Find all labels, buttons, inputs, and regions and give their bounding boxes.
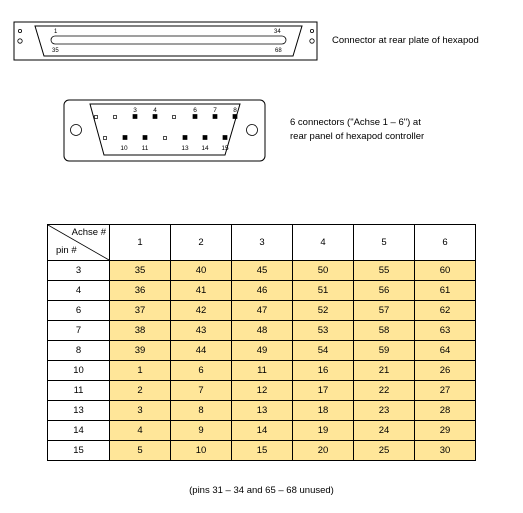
hexapod-pin-cell: 42: [171, 301, 232, 321]
controller-caption-line2: rear panel of hexapod controller: [290, 131, 425, 142]
hexapod-pin-cell: 11: [232, 361, 293, 381]
controller-pin-label: 3: [133, 107, 137, 114]
controller-connector: [0, 90, 290, 170]
controller-pin-label: 8: [233, 107, 237, 114]
column-header: 6: [415, 225, 476, 261]
hexapod-pin-cell: 7: [171, 381, 232, 401]
hexapod-pin-cell: 54: [293, 341, 354, 361]
hexapod-pin-cell: 21: [354, 361, 415, 381]
hexapod-pin-cell: 49: [232, 341, 293, 361]
table-row: [48, 261, 476, 281]
hexapod-pin-cell: 22: [354, 381, 415, 401]
controller-pin-label: 4: [153, 107, 157, 114]
hexapod-pin-cell: 30: [415, 441, 476, 461]
pin-label-1: 1: [54, 29, 58, 35]
corner-label-pin: pin #: [56, 245, 77, 256]
hexapod-pin-cell: 48: [232, 321, 293, 341]
hexapod-pin-cell: 40: [171, 261, 232, 281]
hexapod-pin-cell: 46: [232, 281, 293, 301]
hexapod-pin-cell: 18: [293, 401, 354, 421]
hexapod-pin-cell: 3: [110, 401, 171, 421]
column-header: 4: [293, 225, 354, 261]
column-header: 3: [232, 225, 293, 261]
hexapod-pin-cell: 63: [415, 321, 476, 341]
hexapod-pin-cell: 39: [110, 341, 171, 361]
hexapod-pin-cell: 6: [171, 361, 232, 381]
pin-number-cell: 14: [48, 421, 110, 441]
rear-plate-caption: Connector at rear plate of hexapod: [332, 35, 479, 46]
table-row: [48, 301, 476, 321]
hexapod-pin-cell: 14: [232, 421, 293, 441]
hexapod-pin-cell: 51: [293, 281, 354, 301]
hexapod-pin-cell: 60: [415, 261, 476, 281]
table-row: [48, 401, 476, 421]
hexapod-pin-cell: 56: [354, 281, 415, 301]
hexapod-pin-cell: 2: [110, 381, 171, 401]
column-header: 1: [110, 225, 171, 261]
controller-pin-label: 11: [141, 145, 149, 152]
hexapod-pin-cell: 61: [415, 281, 476, 301]
hexapod-pin-cell: 28: [415, 401, 476, 421]
rear-plate-connector-body: [35, 26, 302, 56]
column-header: 2: [171, 225, 232, 261]
hexapod-pin-cell: 15: [232, 441, 293, 461]
hexapod-pin-cell: 57: [354, 301, 415, 321]
hexapod-pin-cell: 38: [110, 321, 171, 341]
hexapod-pin-cell: 26: [415, 361, 476, 381]
pin-label-34: 34: [274, 29, 281, 35]
controller-pin-label: 15: [221, 145, 229, 152]
hexapod-pin-cell: 55: [354, 261, 415, 281]
hexapod-pin-cell: 44: [171, 341, 232, 361]
pin-number-cell: 13: [48, 401, 110, 421]
table-row: [48, 281, 476, 301]
table-row: [48, 361, 476, 381]
table-row: [48, 441, 476, 461]
table-header-row: [48, 225, 476, 261]
pin-number-cell: 7: [48, 321, 110, 341]
pin-number-cell: 8: [48, 341, 110, 361]
hexapod-pin-cell: 20: [293, 441, 354, 461]
hexapod-pin-cell: 64: [415, 341, 476, 361]
hexapod-pin-cell: 1: [110, 361, 171, 381]
hexapod-pin-cell: 58: [354, 321, 415, 341]
table-row: [48, 321, 476, 341]
column-header: 5: [354, 225, 415, 261]
controller-connector-body: [90, 104, 240, 155]
hexapod-pin-cell: 16: [293, 361, 354, 381]
hexapod-pin-cell: 24: [354, 421, 415, 441]
pin-label-68: 68: [275, 48, 282, 54]
hexapod-pin-cell: 25: [354, 441, 415, 461]
hexapod-pin-cell: 37: [110, 301, 171, 321]
hexapod-pin-cell: 13: [232, 401, 293, 421]
hexapod-pin-cell: 62: [415, 301, 476, 321]
hexapod-pin-cell: 53: [293, 321, 354, 341]
hexapod-pin-cell: 50: [293, 261, 354, 281]
hexapod-pin-cell: 35: [110, 261, 171, 281]
hexapod-pin-cell: 43: [171, 321, 232, 341]
pin-number-cell: 11: [48, 381, 110, 401]
controller-pin-label: 6: [193, 107, 197, 114]
pin-number-cell: 10: [48, 361, 110, 381]
controller-mount-hole-left: [71, 125, 82, 136]
pin-assignment-table: [47, 224, 476, 461]
controller-caption-line1: 6 connectors ("Achse 1 – 6") at: [290, 117, 421, 128]
hexapod-pin-cell: 59: [354, 341, 415, 361]
table-corner-cell: [48, 225, 110, 261]
controller-pin-label: 7: [213, 107, 217, 114]
hexapod-pin-cell: 19: [293, 421, 354, 441]
hexapod-pin-cell: 45: [232, 261, 293, 281]
controller-pin-label: 14: [201, 145, 209, 152]
hexapod-pin-cell: 8: [171, 401, 232, 421]
hexapod-pin-cell: 12: [232, 381, 293, 401]
pin-number-cell: 6: [48, 301, 110, 321]
pin-number-cell: 15: [48, 441, 110, 461]
table-row: [48, 341, 476, 361]
controller-mount-hole-right: [247, 125, 258, 136]
pin-label-35: 35: [52, 48, 59, 54]
controller-pin-label: 13: [181, 145, 189, 152]
pin-number-cell: 3: [48, 261, 110, 281]
hexapod-pin-cell: 5: [110, 441, 171, 461]
controller-pin-label: 10: [120, 145, 128, 152]
hexapod-pin-cell: 10: [171, 441, 232, 461]
table-row: [48, 381, 476, 401]
corner-label-achse: Achse #: [71, 227, 106, 238]
table-row: [48, 421, 476, 441]
hexapod-pin-cell: 17: [293, 381, 354, 401]
pin-number-cell: 4: [48, 281, 110, 301]
hexapod-pin-cell: 29: [415, 421, 476, 441]
hexapod-pin-cell: 27: [415, 381, 476, 401]
hexapod-pin-cell: 52: [293, 301, 354, 321]
hexapod-pin-cell: 23: [354, 401, 415, 421]
footnote: (pins 31 – 34 and 65 – 68 unused): [189, 485, 334, 496]
hexapod-pin-cell: 47: [232, 301, 293, 321]
hexapod-pin-cell: 9: [171, 421, 232, 441]
hexapod-pin-cell: 41: [171, 281, 232, 301]
hexapod-pin-cell: 36: [110, 281, 171, 301]
hexapod-pin-cell: 4: [110, 421, 171, 441]
